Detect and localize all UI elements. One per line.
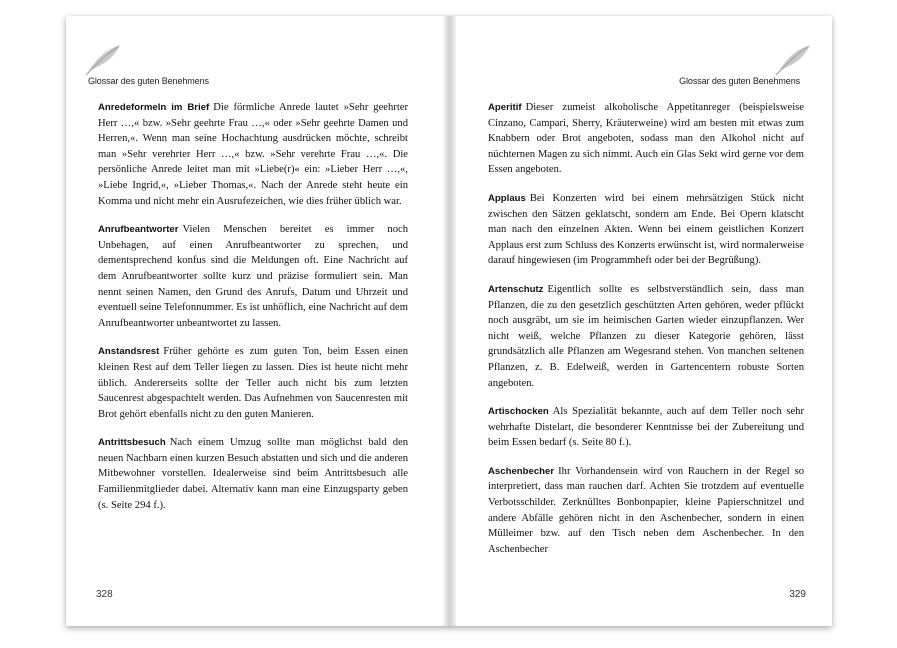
glossary-entry (488, 464, 804, 558)
page-number: 329 (789, 589, 806, 600)
entry-term: Artenschutz (488, 283, 544, 295)
entry-term: Applaus (488, 192, 526, 204)
page-number: 328 (96, 589, 113, 600)
entry-term: Anrufbeantworter (98, 224, 179, 236)
left-page (66, 16, 442, 626)
left-page-text (98, 100, 408, 526)
glossary-entry (488, 100, 804, 178)
running-header: Glossar des guten Benehmens (88, 76, 209, 86)
glossary-entry (98, 100, 408, 209)
entry-text: Dieser zumeist alkoholische Appetitanreger (beispielsweise Cinzano, Campari, Sherry, Kräuterweine) wird am besten mit etwas zum Knabbern oder Brot angeboten, sodass man den Alkohol nicht auf nüchternen Magen zu sich nimmt. Auch ein Glas Sekt wird gerne vor dem Essen angeboten. (488, 102, 804, 176)
running-header: Glossar des guten Benehmens (679, 76, 800, 86)
entry-text: Als Spezialität bekannte, auch auf dem Teller noch sehr wehrhafte Distelart, die besonderer Kenntnisse bei der Zubereitung und beim Essen bedarf (s. Seite 80 f.). (488, 406, 804, 449)
entry-term: Anstandsrest (98, 346, 160, 358)
entry-term: Antrittsbesuch (98, 437, 166, 449)
right-page (456, 16, 832, 626)
glossary-entry (98, 344, 408, 422)
right-page-text (488, 100, 804, 570)
glossary-entry (98, 435, 408, 513)
entry-text: Die förmliche Anrede lautet »Sehr geehrter Herr …,« bzw. »Sehr geehrte Frau …,« oder »Sehr geehrte Damen und Herren,«. Wenn man seine Hochachtung ausdrücken möchte, schreibt man »Sehr verehrter Herr …,« bzw. »Sehr verehrte Frau …,«. Die persönliche Anrede leitet man mit »Liebe(r)« ein: »Lieber Herr …,«, »Liebe Ingrid,«, »Lieber Thomas,«. Nach der Anrede steht heute ein Komma und nicht mehr ein Ausrufezeichen, wie dies früher üblich war. (98, 102, 408, 207)
entry-term: Artischocken (488, 406, 549, 418)
entry-text: Eigentlich sollte es selbstverständlich sein, dass man Pflanzen, die zu den gesetzlich geschützten Arten gehören, weder pflückt noch ausgräbt, um sie im heimischen Garten wieder einzupflanzen. Wer nicht weiß, welche Pflanzen zu dieser Kategorie gehören, lässt grundsätzlich alle Pflanzen am Wegesrand stehen. Von manchen seltenen Pflanzen, z. B. Edelweiß, werden in Gartencentern robuste Sorten angeboten. (488, 283, 804, 389)
glossary-entry (488, 404, 804, 451)
entry-text: Ihr Vorhandensein wird von Rauchern in der Regel so interpretiert, dass man rauchen darf. Achten Sie trotzdem auf eventuelle Verbotsschilder. Zerknülltes Bonbonpapier, kleine Papierschnitzel und andere Abfälle gehören nicht in den Aschenbecher, sondern in einen Mülleimer bzw. auf den Tisch neben dem Aschenbecher. In den Aschenbecher (488, 465, 804, 555)
feather-icon (774, 42, 814, 76)
entry-text: Früher gehörte es zum guten Ton, beim Essen einen kleinen Rest auf dem Teller liegen zu lassen. Dies ist heute nicht mehr üblich. Andererseits sollte der Teller auch nicht bis zum letzten Saucenrest abgespachtelt werden. Das Aufnehmen von Saucenresten mit Brot gehört ebenfalls nicht zu den guten Manieren. (98, 346, 408, 420)
entry-term: Anredeformeln im Brief (98, 102, 210, 113)
glossary-entry (98, 222, 408, 331)
entry-text: Bei Konzerten wird bei einem mehrsätzigen Stück nicht zwischen den Sätzen geklatscht, sondern am Ende. Bei Opern klatscht man nach den einzelnen Akten. Wenn bei einem geistlichen Konzert Applaus erst zum Schluss des Konzerts erwünscht ist, wird normalerweise darauf hingewiesen (im Programmheft oder bei der Begrüßung). (488, 192, 804, 267)
glossary-entry (488, 282, 804, 391)
entry-text: Vielen Menschen bereitet es immer noch Unbehagen, auf einen Anrufbeantworter zu sprechen, und dementsprechend konfus sind die Meldungen oft. Eine Nachricht auf dem Anrufbeantworter sollte kurz und präzise formuliert sein. Man nennt seinen Namen, den Grund des Anrufs, Datum und Uhrzeit und eventuell seine Telefonnummer. Es ist unhöflich, eine Nachricht auf dem Anrufbeantworter unbeantwortet zu lassen. (98, 224, 408, 329)
entry-text: Nach einem Umzug sollte man möglichst bald den neuen Nachbarn einen kurzen Besuch abstatten und sich und die anderen Mitbewohner vorstellen. Idealerweise sind beim Antrittsbesuch alle Familienmitglieder dabei. Alternativ kann man eine Einzugsparty geben (s. Seite 294 f.). (98, 437, 408, 511)
glossary-entry (488, 191, 804, 269)
book-gutter (442, 16, 456, 626)
feather-icon (84, 42, 124, 76)
entry-term: Aschenbecher (488, 465, 555, 477)
book-spread (66, 16, 832, 626)
entry-term: Aperitif (488, 102, 522, 113)
